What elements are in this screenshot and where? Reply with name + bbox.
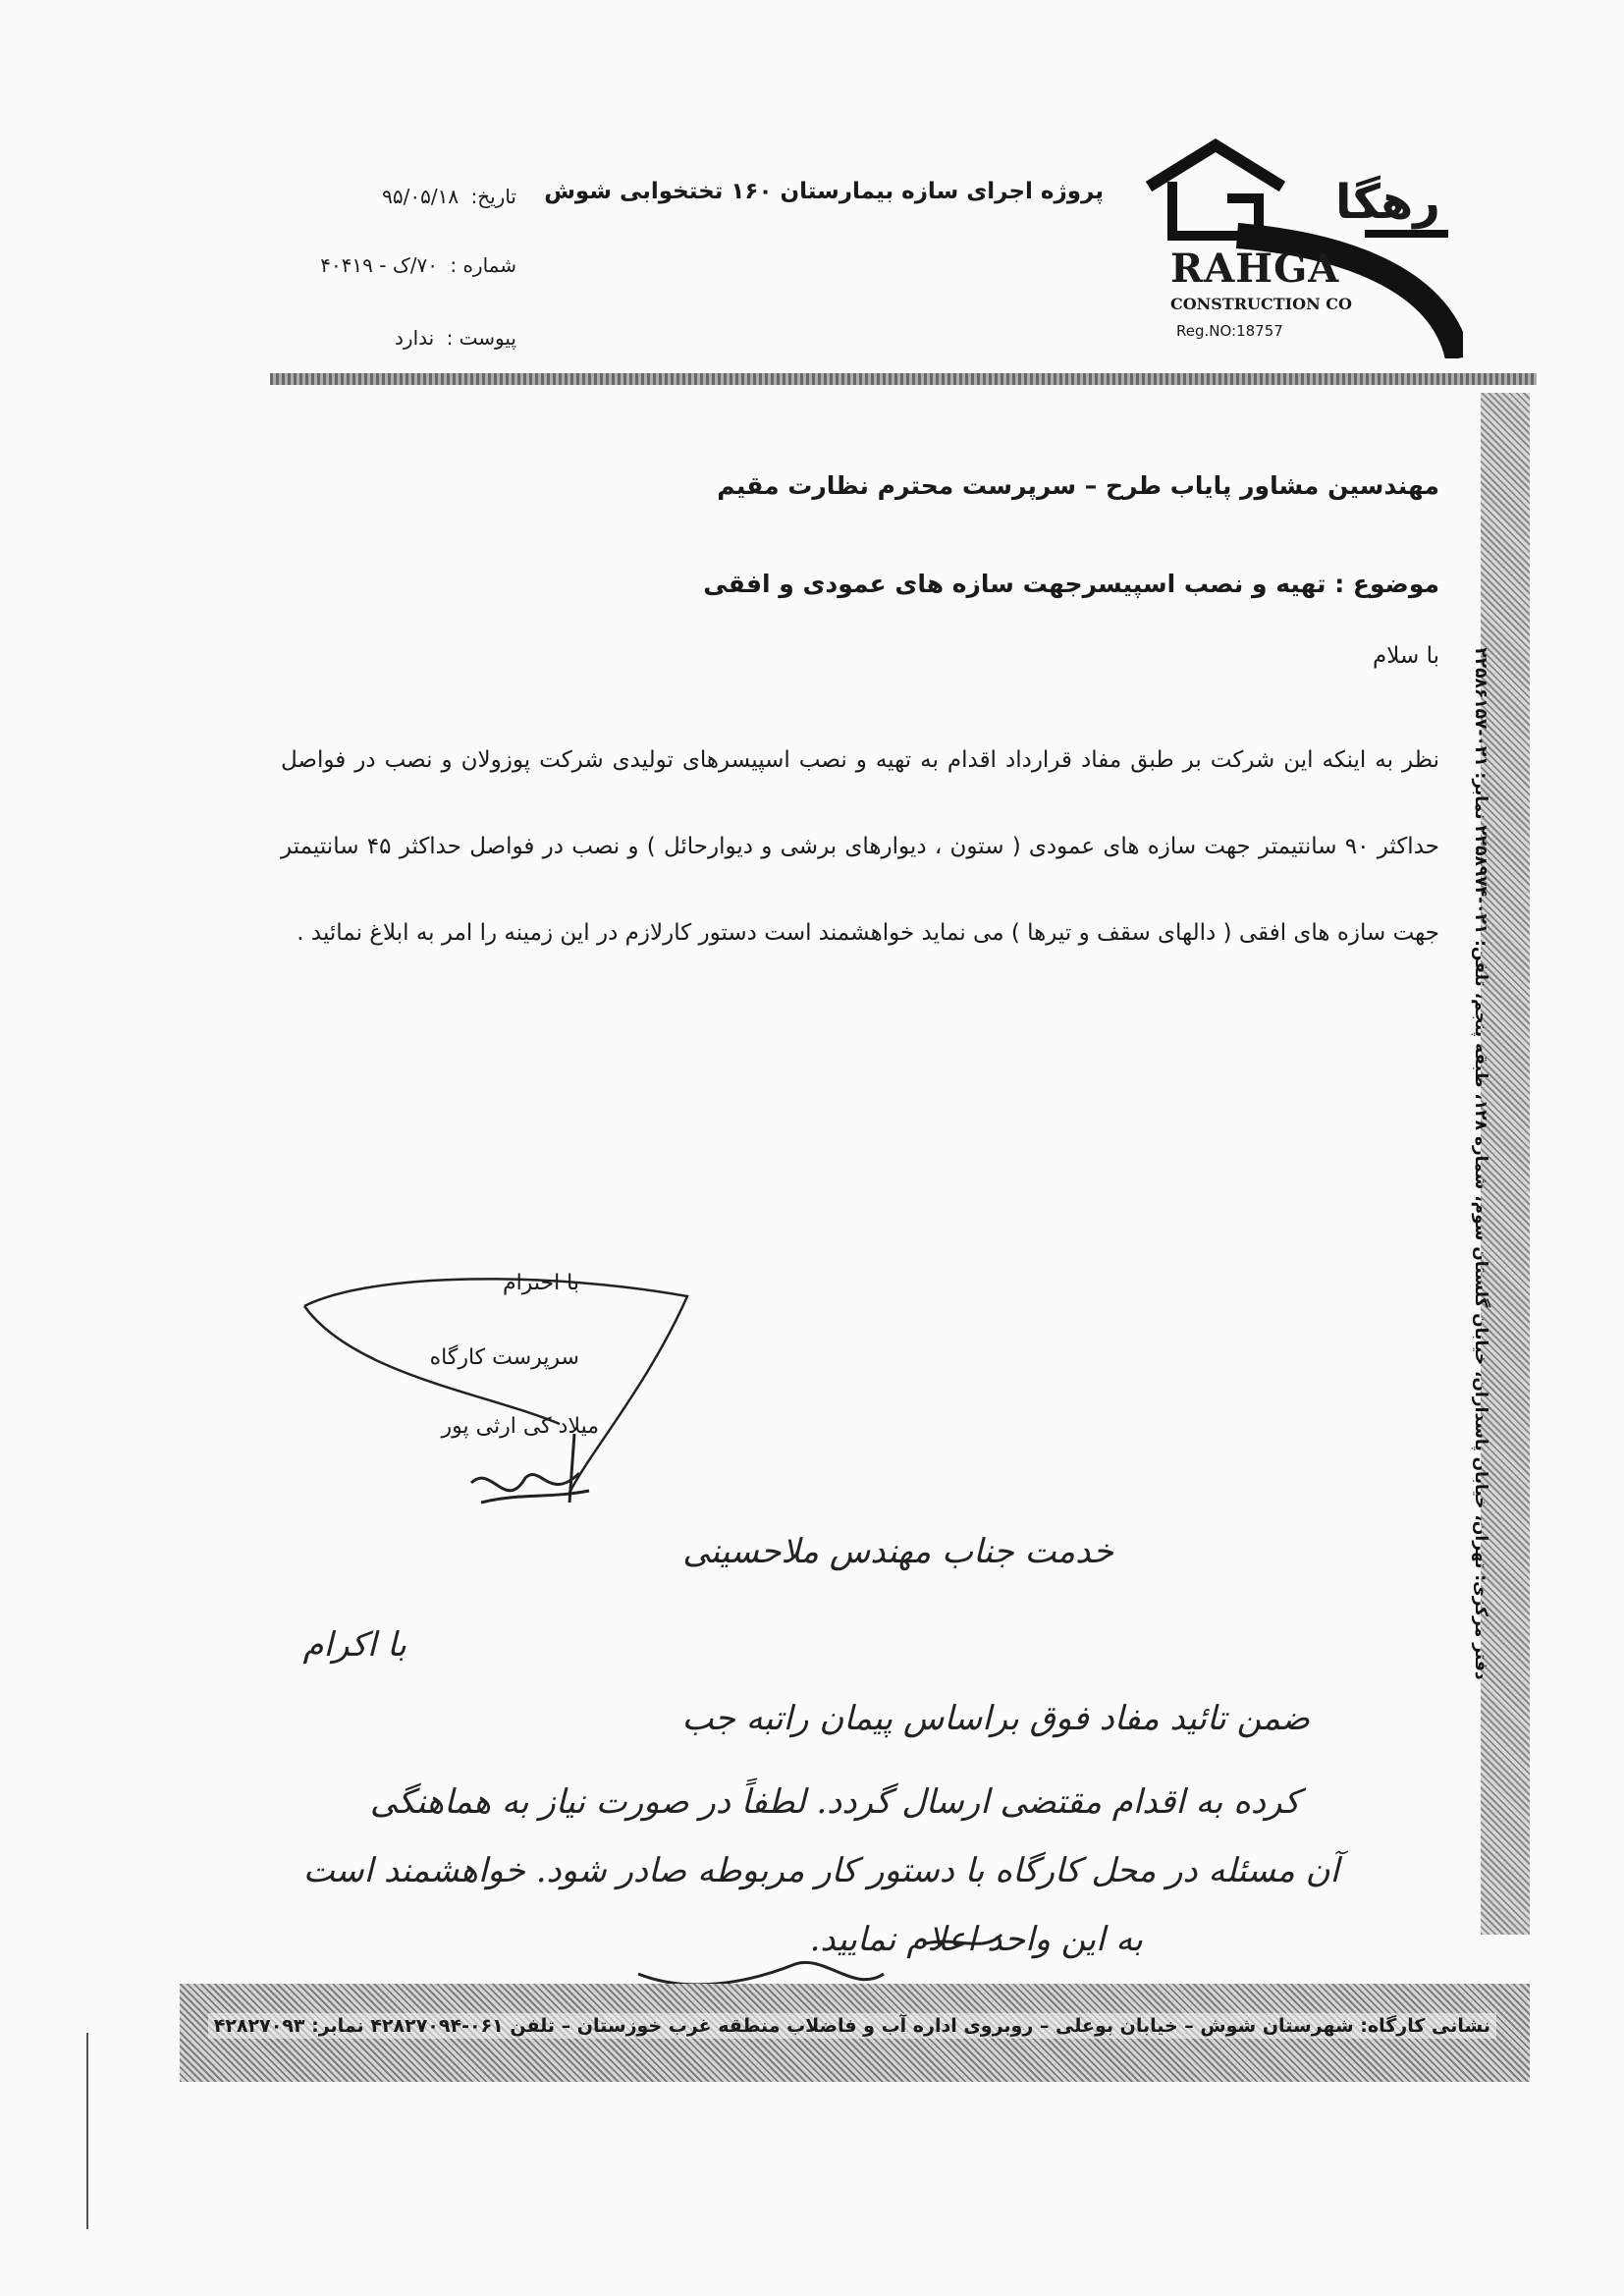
logo-english-name: RAHGA bbox=[1170, 246, 1340, 292]
date-label: تاریخ: bbox=[470, 185, 516, 208]
letter-attachment bbox=[395, 326, 516, 350]
header-divider bbox=[270, 373, 1537, 385]
margin-line bbox=[86, 2033, 88, 2229]
attachment-value: ندارد bbox=[395, 326, 435, 350]
signature-role: سرپرست کارگاه bbox=[429, 1345, 579, 1370]
number-label: شماره : bbox=[450, 253, 516, 277]
letter-number bbox=[320, 253, 516, 277]
handwritten-line: آن مسئله در محل کارگاه با دستور کار مربوطه صادر شود. خواهشمند است bbox=[302, 1851, 1339, 1890]
recipient: مهندسین مشاور پایاب طرح – سرپرست محترم نظارت مقیم bbox=[717, 471, 1439, 500]
logo-subtitle: CONSTRUCTION CO bbox=[1170, 295, 1352, 313]
footer-address: نشانی کارگاه: شهرستان شوش – خیابان بوعلی – روبروی اداره آب و فاضلاب منطقه غرب خوزستان – تلفن ۰۶۱-۴۲۸۲۷۰۹۴ نمابر: ۴۲۸۲۷۰۹۳ bbox=[208, 2013, 1496, 2039]
signature-name: میلاد کی ارثی پور bbox=[441, 1414, 599, 1439]
greeting: با سلام bbox=[1373, 643, 1439, 669]
number-value: ۷۰/ک - ۴۰۴۱۹ bbox=[320, 253, 438, 277]
signature-stroke-icon bbox=[295, 1267, 707, 1552]
side-address-text: دفتر مرکزی: تهران، خیابان پاسداران، خیابان گلستان سوم، شماره ۱۲۸، طبقه پنجم، تلفن: ۰۲۱-۲۲۵۸۹۷۴ نمابر: ۰۲۱-۲۲۵۸۶۱۵۷ bbox=[1471, 647, 1490, 1680]
subject-line: موضوع : تهیه و نصب اسپیسرجهت سازه های عمودی و افقی bbox=[703, 570, 1439, 598]
handwritten-line: خدمت جناب مهندس ملاحسینی bbox=[682, 1532, 1113, 1571]
signature-block bbox=[295, 1267, 707, 1552]
logo-persian-name: رهگا bbox=[1335, 175, 1440, 230]
date-value: ۹۵/۰۵/۱۸ bbox=[382, 185, 460, 208]
handwritten-line: با اکرام bbox=[302, 1625, 406, 1665]
attachment-label: پیوست : bbox=[446, 326, 516, 350]
letter-body: نظر به اینکه این شرکت بر طبق مفاد قرارداد اقدام به تهیه و نصب اسپیسرهای تولیدی شرکت پوزولان و نصب در فواصل حداکثر ۹۰ سانتیمتر جهت سازه های عمودی ( ستون ، دیوارهای برشی و دیوارحائل ) و نصب در فواصل حداکثر ۴۵ سانتیمتر جهت سازه های افقی ( دالهای سقف و تیرها ) می نماید خواهشمند است دستور کارلازم در این زمینه را امر به ابلاغ نمائید . bbox=[281, 747, 1439, 946]
project-title: پروژه اجرای سازه بیمارستان ۱۶۰ تختخوابی شوش bbox=[544, 179, 1104, 204]
letter-date bbox=[382, 185, 516, 208]
signature-closing: با احترام bbox=[502, 1271, 579, 1295]
handwritten-line: به این واحد اعلام نمایید. bbox=[809, 1920, 1143, 1959]
logo-registration: Reg.NO:18757 bbox=[1176, 322, 1283, 340]
handwritten-line: ضمن تائید مفاد فوق براساس پیمان راتبه جب bbox=[681, 1699, 1310, 1738]
handwritten-line: کرده به اقدام مقتضی ارسال گردد. لطفاً در صورت نیاز به هماهنگی bbox=[369, 1782, 1300, 1822]
company-logo bbox=[1129, 137, 1463, 358]
